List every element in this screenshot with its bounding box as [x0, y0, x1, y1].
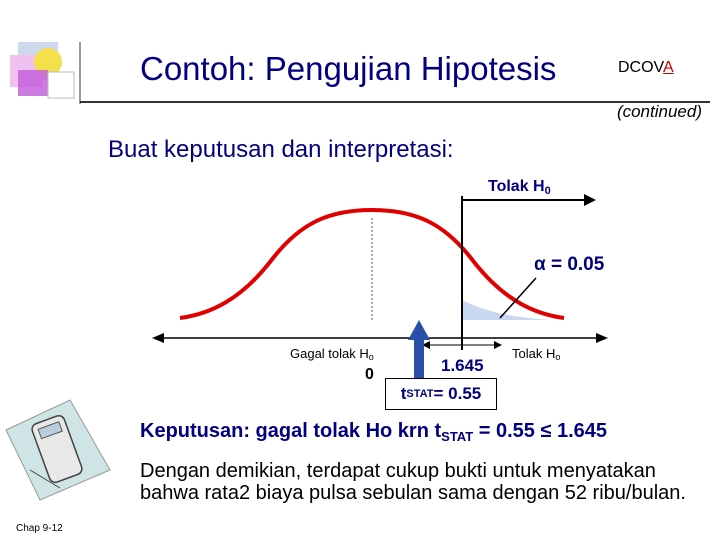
alpha-symbol: α: [534, 254, 546, 275]
critical-value-label: 1.645: [441, 356, 484, 375]
accept-label: [290, 346, 374, 362]
decision-rest: = 0.55 ≤ 1.645: [473, 420, 608, 442]
logo-squares-icon: [10, 42, 80, 104]
dcova-badge: [618, 59, 674, 77]
tstat-box: [385, 378, 497, 410]
decision-sub: STAT: [441, 429, 474, 444]
alpha-pointer: [500, 278, 536, 318]
subtitle: Buat keputusan dan interpretasi:: [108, 136, 454, 163]
tstat-value: = 0.55: [433, 384, 482, 403]
alpha-value: = 0.05: [545, 254, 605, 275]
accept-label-sub: o: [368, 352, 374, 362]
zero-label: 0: [365, 366, 374, 383]
reject-small-label: [512, 346, 560, 362]
dcova-prefix: DCOV: [618, 59, 664, 76]
title-divider: [80, 101, 710, 103]
reject-label-text: Tolak H: [488, 178, 545, 195]
continued-label: (continued): [616, 102, 702, 121]
alpha-label: [534, 254, 604, 276]
page-title: Contoh: Pengujian Hipotesis: [140, 50, 557, 87]
tstat-prefix: t: [400, 384, 407, 403]
dcova-highlight: A: [663, 59, 674, 76]
calculator-icon: [6, 400, 110, 500]
reject-label-sub: 0: [544, 185, 551, 197]
decision-text: [140, 420, 607, 444]
accept-label-text: Gagal tolak H: [290, 346, 369, 361]
reject-label: [488, 178, 551, 197]
chapter-label: Chap 9-12: [16, 523, 63, 534]
reject-small-sub: o: [555, 352, 561, 362]
interpretation-text: Dengan demikian, terdapat cukup bukti untuk menyatakan bahwa rata2 biaya pulsa sebulan sama dengan 52 ribu/bulan.: [140, 460, 686, 504]
tstat-arrow: [414, 338, 424, 380]
tstat-sub: STAT: [406, 388, 434, 400]
reject-small-text: Tolak H: [512, 346, 556, 361]
decision-prefix: Keputusan: gagal tolak Ho krn t: [140, 420, 442, 442]
